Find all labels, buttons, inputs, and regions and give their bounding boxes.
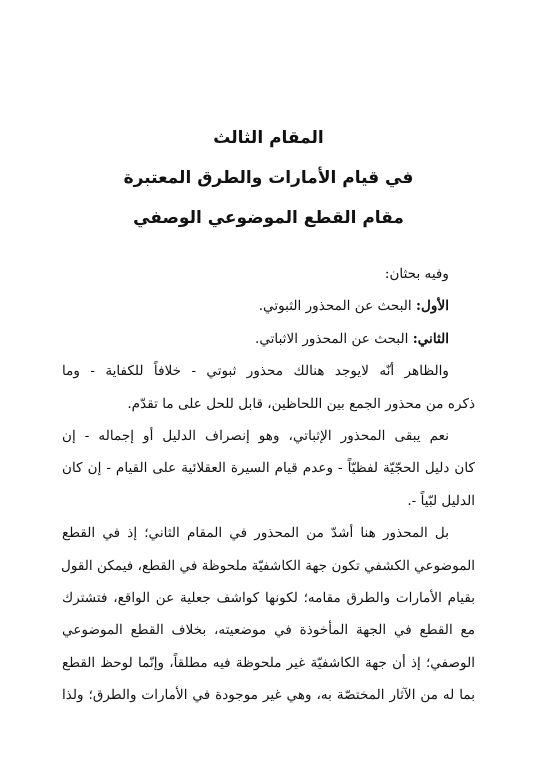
body-text: [62, 258, 475, 712]
paragraph-3: [62, 517, 475, 711]
paragraph-3-line-1: بل المحذور هنا أشدّ من المحذور في المقام الثاني؛ إذ في القطع: [62, 525, 449, 542]
paragraph-1: [62, 355, 475, 420]
item-second-lead: الثاني:: [412, 330, 449, 347]
paragraph-2-line-2: كان دليل الحجّيّة لفظيّاً - وعدم قيام السيرة العقلائية على القيام - إن كان: [62, 460, 475, 477]
paragraph-1-line-1: والظاهر أنّه لايوجد هنالك محذور ثبوتي - خلافاً للكفاية - وما: [62, 363, 449, 380]
paragraph-3-line-4: مع القطع في الجهة المأخوذة في موضعيته، بخلاف القطع الموضوعي: [62, 622, 475, 639]
document-page: [62, 0, 475, 767]
intro-text: وفيه بحثان:: [384, 266, 449, 282]
item-first-lead: الأول:: [416, 298, 449, 315]
paragraph-3-line-3: بقيام الأمارات والطرق مقامه؛ لكونها كواشف جعلية عن الواقع، فتشترك: [62, 590, 475, 607]
paragraph-2-line-1: نعم يبقى المحذور الإثباتي، وهو إنصراف الدليل أو إجماله - إن: [62, 428, 449, 445]
heading-line-3: مقام القطع الموضوعي الوصفي: [133, 208, 404, 228]
heading-line-1: المقام الثالث: [213, 128, 324, 148]
item-second-text: البحث عن المحذور الاثباتي.: [255, 330, 413, 347]
item-first: [62, 290, 475, 322]
intro-line: [62, 258, 475, 290]
paragraph-3-line-5: الوصفي؛ إذ أن جهة الكاشفيّة غير ملحوظة فيه مطلقاً، وإنّما لوحظ القطع: [62, 654, 475, 671]
paragraph-2: [62, 420, 475, 517]
item-first-text: البحث عن المحذور الثبوتي.: [258, 298, 416, 315]
heading-line-2: في قيام الأمارات والطرق المعتبرة: [123, 168, 414, 188]
chapter-heading: [62, 128, 475, 248]
paragraph-3-line-2: الموضوعي الكشفي تكون جهة الكاشفيّة ملحوظة في القطع، فيمكن القول: [60, 557, 475, 574]
item-second: [62, 323, 475, 355]
paragraph-1-line-2: ذكره من محذور الجمع بين اللحاظين، قابل للحل على ما تقدّم.: [127, 395, 475, 412]
paragraph-3-line-6: بما له من الآثار المختصّة به، وهي غير موجودة في الأمارات والطرق؛ ولذا: [62, 687, 475, 704]
paragraph-2-line-3: الدليل لبّياً -.: [407, 492, 475, 509]
